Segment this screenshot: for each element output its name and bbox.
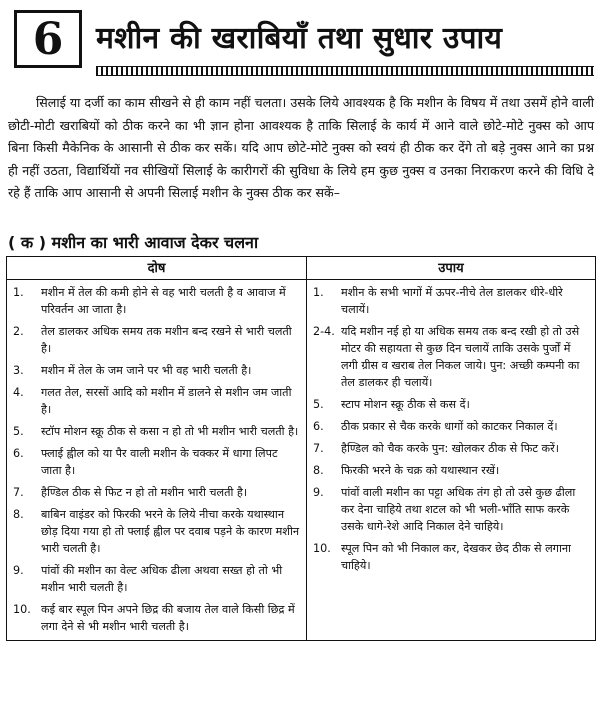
remedy-item — [313, 284, 589, 318]
remedy-item-number: 5. — [313, 398, 324, 411]
fault-item-text: फ्लाई ह्वील को या पैर वाली मशीन के चक्कर में धागा लिपट जाता है। — [41, 447, 278, 477]
fault-item-number: 6. — [13, 447, 24, 460]
remedy-item-number: 2-4. — [313, 325, 335, 338]
remedy-column-header: उपाय — [307, 257, 596, 280]
page-title: मशीन की खराबियाँ तथा सुधार उपाय — [96, 21, 503, 56]
fault-item-number: 2. — [13, 325, 24, 338]
fault-item — [13, 601, 300, 635]
remedy-item-text: ठीक प्रकार से चैक करके धागों को काटकर निकाल दें। — [341, 420, 558, 433]
section-heading: ( क ) मशीन का भारी आवाज देकर चलना — [8, 233, 259, 252]
fault-item-number: 4. — [13, 386, 24, 399]
remedy-item-number: 7. — [313, 442, 324, 455]
remedy-item-number: 6. — [313, 420, 324, 433]
remedy-item-number: 8. — [313, 464, 324, 477]
fault-item-text: कई बार स्पूल पिन अपने छिद्र की बजाय तेल वाले किसी छिद्र में लगा देने से भी मशीन भारी चलती है। — [41, 603, 295, 633]
remedy-item-text: मशीन के सभी भागों में ऊपर-नीचे तेल डालकर धीरे-धीरे चलायें। — [341, 286, 563, 316]
fault-item-text: हैण्डिल ठीक से फिट न हो तो मशीन भारी चलती है। — [41, 486, 248, 499]
remedy-item-number: 1. — [313, 286, 324, 299]
fault-item-text: मशीन में तेल की कमी होने से वह भारी चलती है व आवाज में परिवर्तन आ जाता है। — [41, 286, 286, 316]
fault-item-number: 10. — [13, 603, 31, 616]
fault-item-number: 9. — [13, 564, 24, 577]
fault-item-number: 3. — [13, 364, 24, 377]
remedy-item-text: फिरकी भरने के चक्र को यथास्थान रखें। — [341, 464, 500, 477]
fault-item — [13, 362, 300, 379]
remedy-item-number: 9. — [313, 486, 324, 499]
fault-item-number: 7. — [13, 486, 24, 499]
remedy-item — [313, 540, 589, 574]
fault-item-text: बाबिन वाइंडर को फिरकी भरने के लिये नीचा करके यथास्थान छोड़ दिया गया हो तो फ्लाई ह्वील पर दवाब पड़ने के कारण मशीन भारी चलती है। — [41, 508, 300, 555]
fault-item — [13, 284, 300, 318]
fault-item-number: 1. — [13, 286, 24, 299]
fault-item-text: मशीन में तेल के जम जाने पर भी वह भारी चलती है। — [41, 364, 252, 377]
remedy-item — [313, 440, 589, 457]
remedy-item-text: हैण्डिल को चैक करके पुन: खोलकर ठीक से फिट करें। — [341, 442, 559, 455]
title-divider — [96, 66, 594, 76]
remedy-list — [307, 280, 596, 641]
fault-item-text: तेल डालकर अधिक समय तक मशीन बन्द रखने से भारी चलती है। — [41, 325, 292, 355]
fault-item — [13, 323, 300, 357]
fault-item — [13, 384, 300, 418]
remedy-item — [313, 484, 589, 535]
remedy-item-text: स्पूल पिन को भी निकाल कर, देखकर छेद ठीक से लगाना चाहिये। — [341, 542, 571, 572]
fault-item-text: गलत तेल, सरसों आदि को मशीन में डालने से मशीन जम जाती है। — [41, 386, 292, 416]
chapter-number-box — [14, 10, 82, 68]
chapter-number: 6 — [32, 13, 64, 65]
intro-paragraph: सिलाई या दर्जी का काम सीखने से ही काम नहीं चलता। उसके लिये आवश्यक है कि मशीन के विषय में तथा उसमें होने वाली छोटी-मोटी खराबियों को ठीक करने का भी ज्ञान होना आवश्यक है ताकि सिलाई के कार्य में आने वाले छोटे-मोटे नुक्स को आप बिना किसी मैकेनिक के आसानी से ठीक कर सकें। यदि आप छोटे-मोटे नुक्स को स्वयं ही ठीक कर देंगे तो बड़े नुक्स आने का प्रश्न ही नहीं उठता, विद्यार्थियों नव सीखियों सिलाई के कारीगरों की सुविधा के लिये हम कुछ नुक्स व उनका निराकरण करने की विधि दे रहे हैं ताकि आप आसानी से अपनी सिलाई मशीन के नुक्स ठीक कर सकें– — [8, 95, 594, 200]
fault-column-header: दोष — [7, 257, 307, 280]
fault-item — [13, 506, 300, 557]
remedy-item — [313, 323, 589, 391]
fault-item — [13, 562, 300, 596]
fault-item-number: 5. — [13, 425, 24, 438]
fault-item-number: 8. — [13, 508, 24, 521]
fault-item — [13, 445, 300, 479]
fault-item — [13, 423, 300, 440]
fault-item-text: पांवों की मशीन का वेल्ट अधिक ढीला अथवा सख्त हो तो भी मशीन भारी चलती है। — [41, 564, 283, 594]
remedy-item-text: पांवों वाली मशीन का पट्टा अधिक तंग हो तो उसे कुछ ढीला कर देना चाहिये तथा शटल को भी भली-भाँति साफ करके उसके धागे-रेशे आदि निकाल देने चाहिये। — [341, 486, 576, 533]
remedy-item-text: स्टाप मोशन स्क्रू ठीक से कस दें। — [341, 398, 470, 411]
remedy-item — [313, 462, 589, 479]
fault-item-text: स्टॉप मोशन स्क्रू ठीक से कसा न हो तो भी मशीन भारी चलती है। — [41, 425, 299, 438]
fault-item — [13, 484, 300, 501]
fault-list — [7, 280, 307, 641]
remedy-item-number: 10. — [313, 542, 331, 555]
fault-remedy-table — [6, 256, 596, 641]
remedy-item-text: यदि मशीन नई हो या अधिक समय तक बन्द रखी हो तो उसे मोटर की सहायता से कुछ दिन चलायें ताकि उसके पुर्जों में लगी ग्रीस व खराब तेल निकल जाये। पुन: अच्छी कम्पनी का तेल डालकर ही चलायें। — [341, 325, 580, 389]
remedy-item — [313, 396, 589, 413]
remedy-item — [313, 418, 589, 435]
